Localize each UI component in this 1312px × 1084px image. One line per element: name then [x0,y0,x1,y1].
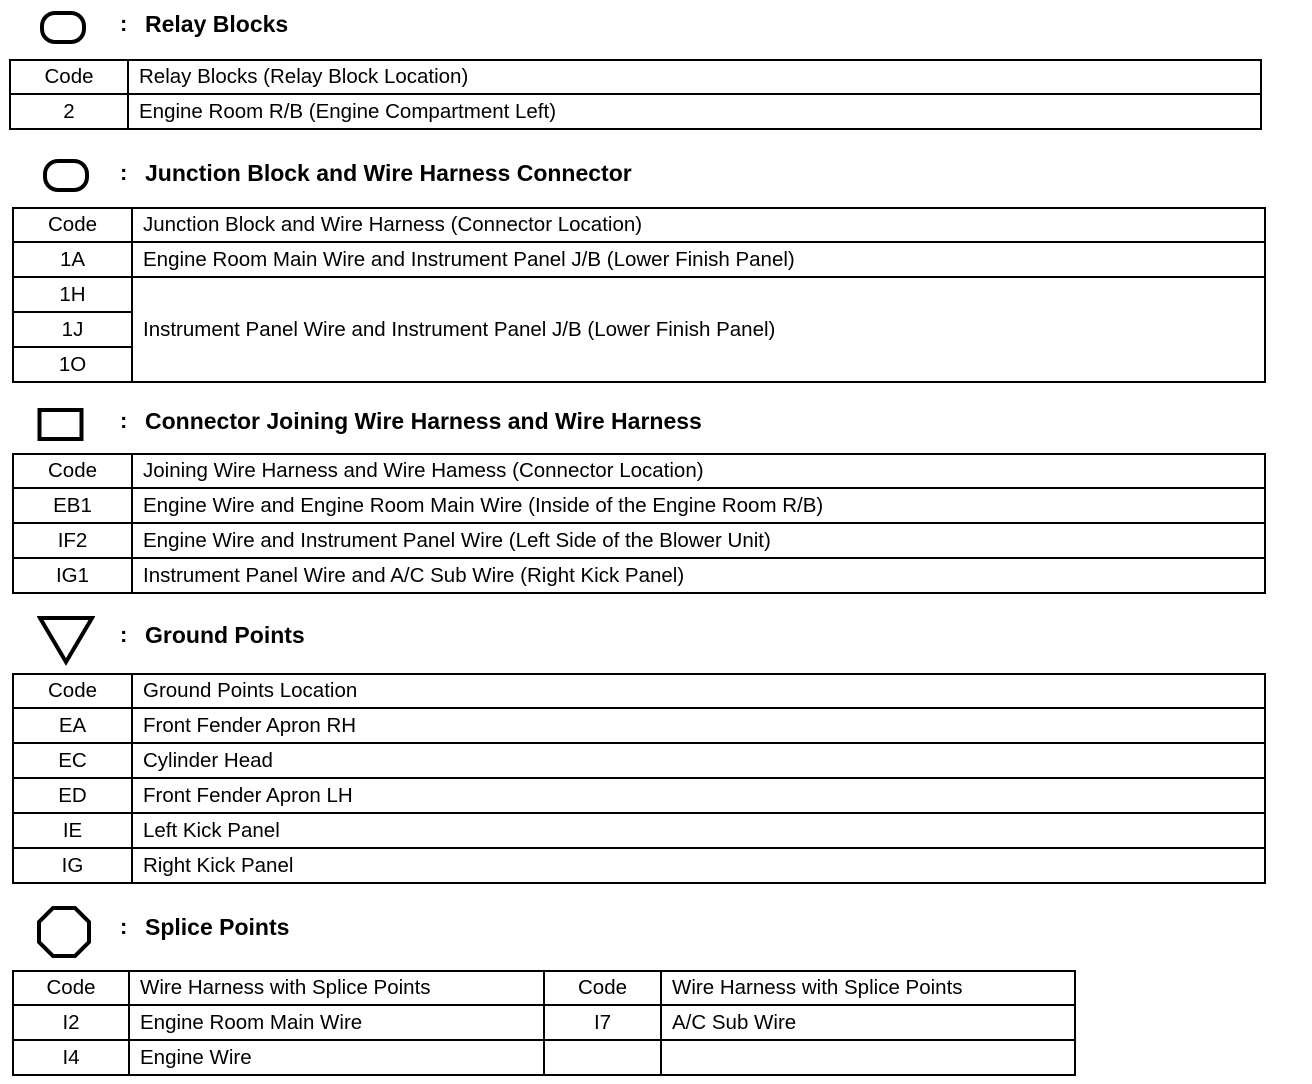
column-header-location: Relay Blocks (Relay Block Location) [128,60,1261,94]
description-cell: A/C Sub Wire [661,1005,1075,1040]
section-colon: : [120,11,128,36]
column-header-wire-harness: Wire Harness with Splice Points [129,971,544,1005]
description-cell: Cylinder Head [132,743,1265,778]
table-row [13,488,1265,523]
column-header-code: Code [10,60,128,94]
splice-points-table [12,970,1076,1076]
code-cell [544,1040,661,1075]
table-row [13,813,1265,848]
table-header-row [10,60,1261,94]
code-cell: ED [13,778,132,813]
column-header-location: Junction Block and Wire Harness (Connector Location) [132,208,1265,242]
code-cell: 1A [13,242,132,277]
section-title: Splice Points [145,914,290,940]
code-cell: 2 [10,94,128,129]
description-cell: Left Kick Panel [132,813,1265,848]
description-cell: Engine Room Main Wire [129,1005,544,1040]
table-row [13,1040,1075,1075]
section-title: Ground Points [145,622,305,648]
section-title: Junction Block and Wire Harness Connector [145,160,632,186]
code-cell: EA [13,708,132,743]
junction-block-table [12,207,1266,383]
description-cell [661,1040,1075,1075]
section-colon: : [120,622,128,647]
column-header-code: Code [13,454,132,488]
section-colon: : [120,160,128,185]
code-cell: I2 [13,1005,129,1040]
column-header-wire-harness-2: Wire Harness with Splice Points [661,971,1075,1005]
rounded-rect-icon [40,10,86,46]
column-header-location: Joining Wire Harness and Wire Hamess (Connector Location) [132,454,1265,488]
table-header-row [13,674,1265,708]
code-cell: 1H [13,277,132,312]
triangle-down-icon [37,614,95,666]
column-header-code-2: Code [544,971,661,1005]
code-cell: I4 [13,1040,129,1075]
description-cell: Right Kick Panel [132,848,1265,883]
code-cell: IG [13,848,132,883]
section-colon: : [120,408,128,433]
code-cell: IE [13,813,132,848]
section-colon: : [120,914,128,939]
code-cell: IG1 [13,558,132,593]
column-header-code: Code [13,208,132,242]
section-title: Connector Joining Wire Harness and Wire Harness [145,408,702,434]
description-cell: Instrument Panel Wire and Instrument Panel J/B (Lower Finish Panel) [132,277,1265,382]
table-row [13,523,1265,558]
column-header-code: Code [13,674,132,708]
section-title: Relay Blocks [145,11,289,37]
code-cell: 1J [13,312,132,347]
description-cell: Engine Wire and Engine Room Main Wire (Inside of the Engine Room R/B) [132,488,1265,523]
table-row [13,277,1265,312]
ground-points-table [12,673,1266,884]
octagon-icon [36,905,92,959]
table-row [13,848,1265,883]
table-row [13,558,1265,593]
description-cell: Engine Wire and Instrument Panel Wire (Left Side of the Blower Unit) [132,523,1265,558]
table-header-row [13,208,1265,242]
table-header-row [13,971,1075,1005]
description-cell: Engine Wire [129,1040,544,1075]
description-cell: Engine Room Main Wire and Instrument Panel J/B (Lower Finish Panel) [132,242,1265,277]
table-row [13,242,1265,277]
connector-joining-table [12,453,1266,594]
table-row [13,708,1265,743]
description-cell: Engine Room R/B (Engine Compartment Left) [128,94,1261,129]
code-cell: 1O [13,347,132,382]
square-icon [37,407,85,443]
description-cell: Front Fender Apron RH [132,708,1265,743]
code-cell: EB1 [13,488,132,523]
table-row [13,1005,1075,1040]
table-header-row [13,454,1265,488]
table-row [13,743,1265,778]
code-cell: EC [13,743,132,778]
description-cell: Front Fender Apron LH [132,778,1265,813]
column-header-code: Code [13,971,129,1005]
table-row [13,778,1265,813]
code-cell: IF2 [13,523,132,558]
column-header-location: Ground Points Location [132,674,1265,708]
description-cell: Instrument Panel Wire and A/C Sub Wire (Right Kick Panel) [132,558,1265,593]
rounded-rect-icon [43,158,89,194]
code-cell: I7 [544,1005,661,1040]
relay-blocks-table [9,59,1262,130]
table-row [10,94,1261,129]
